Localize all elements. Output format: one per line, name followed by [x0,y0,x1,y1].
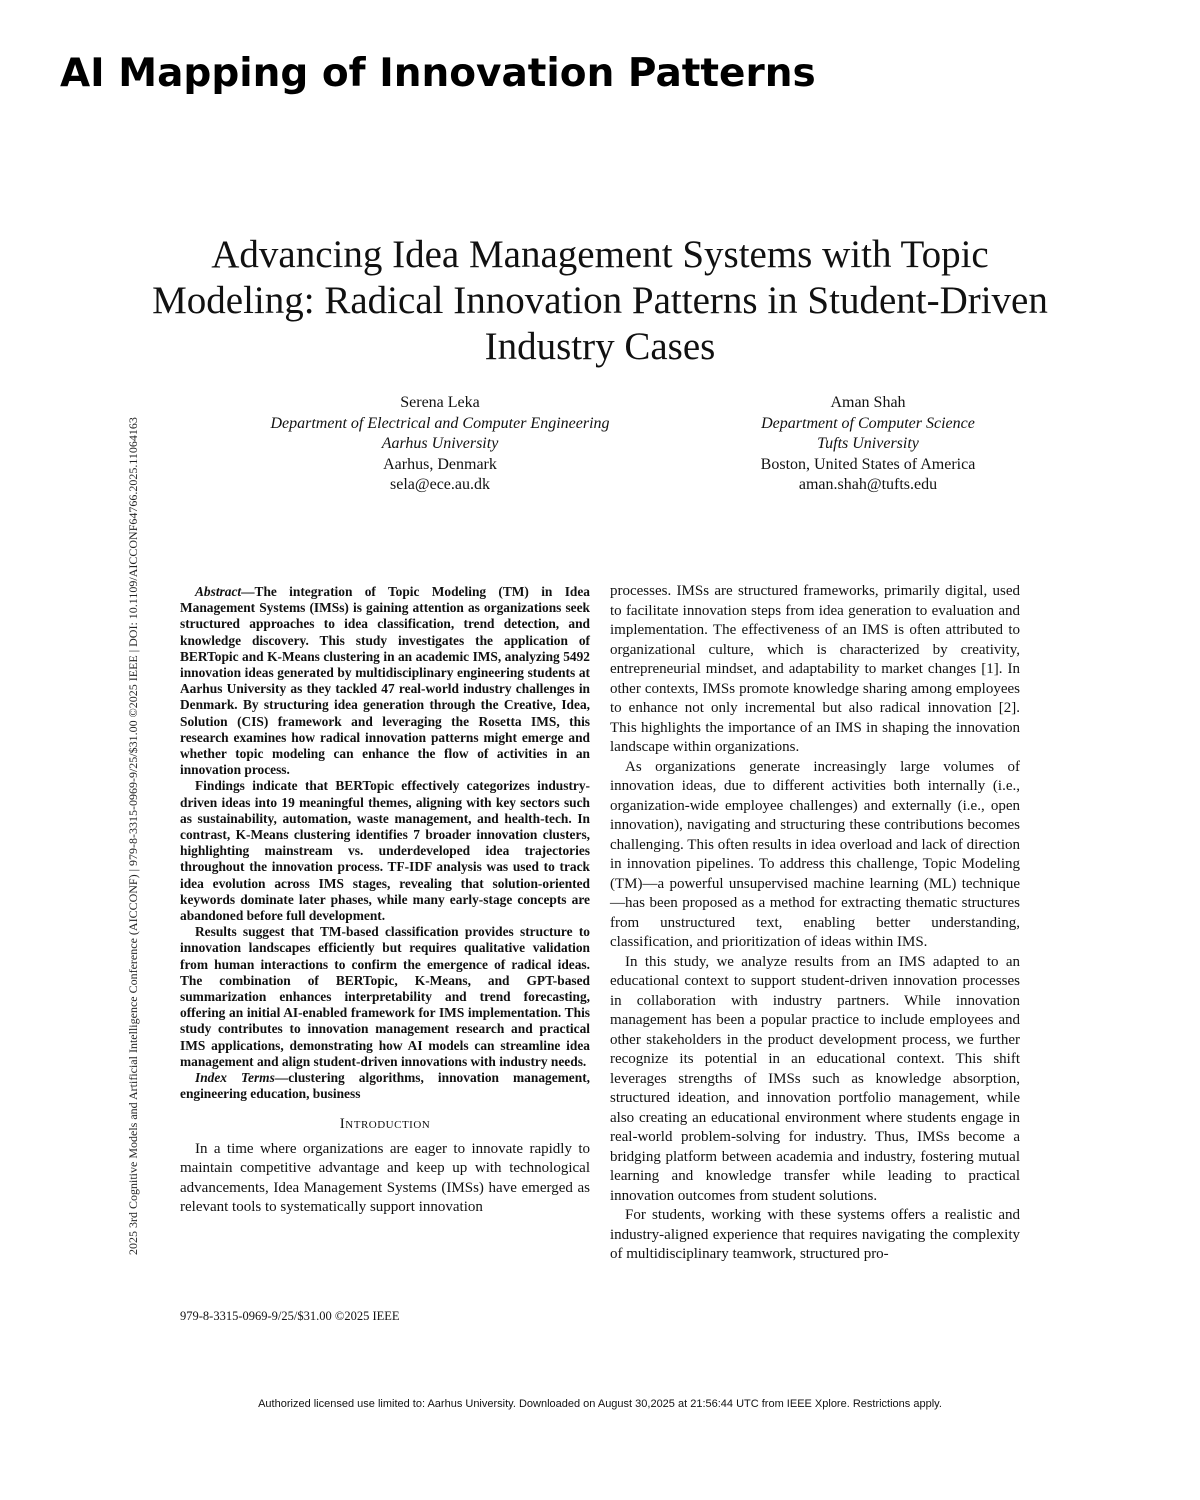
author-name: Serena Leka [400,394,480,411]
download-footer: Authorized licensed use limited to: Aarhus University. Downloaded on August 30,2025 at 21:56:44 UTC from IEEE Xplore. Restrictions apply. [258,1398,942,1410]
conference-side-strip: 2025 3rd Cognitive Models and Artificial Intelligence Conference (AICCONF) | 979-8-3315-0969-9/25/$31.00 ©2025 IEEE | DOI: 10.1109/AICCONF64766.2025.11064163 [126,417,140,1255]
abstract [180,584,590,1103]
author-university: Aarhus University [381,435,499,452]
right-column [610,582,1020,1265]
abstract-paragraph-2: Findings indicate that BERTopic effectively categorizes industry-driven ideas into 19 meaningful themes, aligning with key sectors such as sustainability, automation, waste management, and health-tech. In contrast, K-Means clustering identifies 7 broader innovation clusters, highlighting mainstream vs. underdeveloped idea trajectories throughout the innovation process. TF-IDF analysis was used to track idea evolution across IMS stages, revealing that solution-oriented keywords dominate later phases, while many early-stage concepts are abandoned before full development. [180,778,590,924]
author-university: Tufts University [817,435,919,452]
author-block-1 [240,393,640,496]
intro-paragraph-1-continued: processes. IMSs are structured frameworks, primarily digital, used to facilitate innovation steps from idea generation to evaluation and implementation. The effectiveness of an IMS is often attributed to organizational culture, which is characterized by creativity, entrepreneurial mindset, and adaptability to market changes [1]. In other contexts, IMSs promote knowledge sharing among employees to enhance not only incremental but also radical innovation [2]. This highlights the importance of an IMS in shaping the innovation landscape within organizations. [610,583,1020,755]
abstract-text-1: —The integration of Topic Modeling (TM) in Idea Management Systems (IMSs) is gaining attention as organizations seek structured approaches to idea classification, trend detection, and knowledge discovery. This study investigates the application of BERTopic and K-Means clustering in an academic IMS, analyzing 5492 innovation ideas generated by multidisciplinary engineering students at Aarhus University as they tackled 47 real-world industry challenges in Denmark. By structuring idea generation through the Creative, Idea, Solution (CIS) framework and leveraging the Rosetta IMS, this research examines how radical innovation patterns might emerge and whether topic modeling can enhance the flow of activities in an innovation process. [180,584,590,778]
intro-paragraph-2: As organizations generate increasingly large volumes of innovation ideas, due to different activities both internally (i.e., organization-wide employee challenges) and externally (i.e., open innovation), navigating and structuring these contributions becomes challenging. This often results in idea overload and lack of direction in innovation pipelines. To address this challenge, Topic Modeling (TM)—a powerful unsupervised machine learning (ML) technique—has been proposed as a method for extracting thematic structures from unstructured text, enabling better understanding, classification, and prioritization of ideas within IMS. [610,758,1020,950]
intro-paragraph-3: In this study, we analyze results from an IMS adapted to an educational context to support student-driven innovation processes in collaboration with industry partners. While innovation management has been a popular practice to include employees and other stakeholders in the product development process, we further recognize its potential in an educational context. This shift leverages strengths of IMSs such as knowledge absorption, structured ideation, and innovation portfolio management, while also creating an educational environment where students engage in real-world problem-solving for industry. Thus, IMSs become a bridging platform between academia and industry, fostering mutual learning and knowledge transfer while leading to practical innovation outcomes from student solutions. [610,953,1020,1204]
abstract-paragraph-1 [180,584,590,778]
author-department: Department of Computer Science [761,414,975,432]
index-terms [180,1070,590,1102]
abstract-paragraph-3: Results suggest that TM-based classification provides structure to innovation landscapes efficiently but requires qualitative validation from human interactions to confirm the emergence of radical ideas. The combination of BERTopic, K-Means, and GPT-based summarization enhances interpretability and trend forecasting, offering an initial AI-enabled framework for IMS implementation. This study contributes to innovation management research and practical IMS applications, demonstrating how AI models can streamline idea management and align student-driven innovations with industry needs. [180,924,590,1069]
index-terms-text: —clustering algorithms, innovation management, engineering education, business [180,1070,591,1102]
author-name: Aman Shah [830,394,906,411]
author-location: Aarhus, Denmark [383,455,497,473]
abstract-label: Abstract [195,584,242,599]
section-heading-introduction: Introduction [339,1115,431,1132]
paper-title: Advancing Idea Management Systems with Topic Modeling: Radical Innovation Patterns in Student-Driven Industry Cases [152,233,1048,368]
banner-title: AI Mapping of Innovation Patterns [60,51,816,96]
left-column [180,584,590,1218]
author-department: Department of Electrical and Computer Engineering [270,414,610,432]
intro-paragraph-4: For students, working with these systems offers a realistic and industry-aligned experience that requires navigating the complexity of multidisciplinary teamwork, structured pro- [610,1207,1020,1262]
author-email: sela@ece.au.dk [389,476,490,493]
author-email: aman.shah@tufts.edu [798,476,938,493]
intro-paragraph-1-start: In a time where organizations are eager to innovate rapidly to maintain competitive advantage and keep up with technological advancements, Idea Management Systems (IMSs) have emerged as relevant tools to systematically support innovation [180,1140,590,1215]
copyright-note: 979-8-3315-0969-9/25/$31.00 ©2025 IEEE [180,1309,400,1323]
author-location: Boston, United States of America [760,455,976,473]
author-block-2 [668,393,1068,496]
index-terms-label: Index Terms [195,1070,275,1086]
